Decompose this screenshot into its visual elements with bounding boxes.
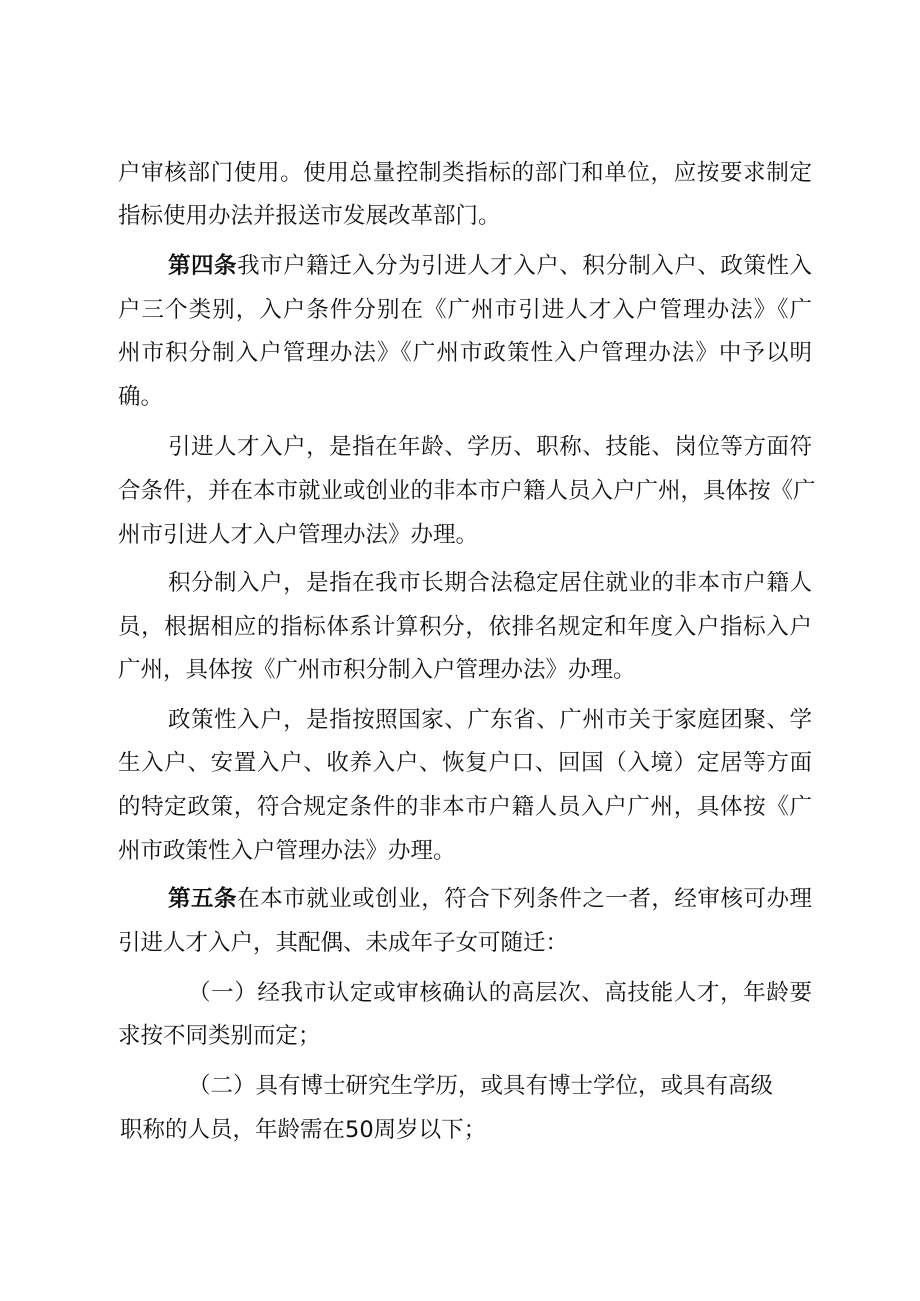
paragraph-line: 广州，具体按《广州市积分制入户管理办法》办理。 xyxy=(118,657,636,683)
list-item-line: （二）具有博士研究生学历，或具有博士学位，或具有高级 xyxy=(188,1073,774,1099)
list-item-line: 求按不同类别而定； xyxy=(118,1023,321,1049)
paragraph-line: 生入户、安置入户、收养入户、恢复户口、回国（入境）定居等方面 xyxy=(118,750,812,776)
article-heading: 第五条 xyxy=(168,886,238,912)
paragraph-line: 员，根据相应的指标体系计算积分，依排名规定和年度入户指标入户 xyxy=(118,614,812,640)
list-item-line: （一）经我市认定或审核确认的高层次、高技能人才，年龄要 xyxy=(188,980,812,1006)
paragraph-line: 引进人才入户，是指在年龄、学历、职称、技能、岗位等方面符 xyxy=(168,434,812,460)
paragraph-line: 合条件，并在本市就业或创业的非本市户籍人员入户广州，具体按《广 xyxy=(118,478,816,504)
article-text: 在本市就业或创业，符合下列条件之一者，经审核可办理 xyxy=(237,886,812,912)
paragraph-line: 指标使用办法并报送市发展改革部门。 xyxy=(118,203,501,229)
paragraph-line: 户三个类别，入户条件分别在《广州市引进人才入户管理办法》《广 xyxy=(118,297,812,323)
paragraph-line xyxy=(168,884,812,914)
paragraph-line: 户审核部门使用。使用总量控制类指标的部门和单位，应按要求制定 xyxy=(118,160,812,186)
paragraph-line: 州市积分制入户管理办法》《广州市政策性入户管理办法》中予以明 xyxy=(118,340,812,366)
paragraph-line: 政策性入户，是指按照国家、广东省、广州市关于家庭团聚、学 xyxy=(168,707,812,733)
paragraph-line: 州市引进人才入户管理办法》办理。 xyxy=(118,522,479,548)
paragraph-line: 州市政策性入户管理办法》办理。 xyxy=(118,838,456,864)
article-heading: 第四条 xyxy=(168,253,238,279)
article-text: 我市户籍迁入分为引进人才入户、积分制入户、政策性入 xyxy=(237,253,812,279)
paragraph-line: 的特定政策，符合规定条件的非本市户籍人员入户广州，具体按《广 xyxy=(118,794,812,820)
paragraph-line: 确。 xyxy=(118,384,164,410)
paragraph-line: 积分制入户，是指在我市长期合法稳定居住就业的非本市户籍人 xyxy=(168,570,812,596)
paragraph-line xyxy=(168,251,812,281)
list-item-line: 职称的人员，年龄需在50周岁以下； xyxy=(120,1117,487,1143)
paragraph-line: 引进人才入户，其配偶、未成年子女可随迁： xyxy=(118,930,569,956)
